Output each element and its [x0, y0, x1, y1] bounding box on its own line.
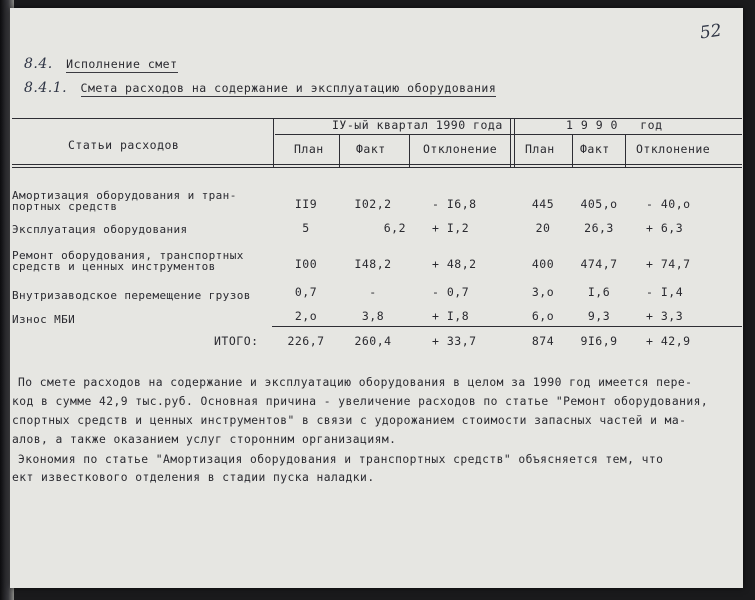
section-number: 8.4. — [24, 56, 53, 72]
cell-y-fact: 474,7 — [580, 257, 618, 271]
cell-y-dev: - I,4 — [646, 285, 684, 299]
cell-q-dev: - I6,8 — [432, 197, 477, 211]
cell-q-fact: 3,8 — [361, 309, 385, 323]
cell-q-plan: 2,о — [294, 309, 318, 323]
cell-y-plan: 445 — [531, 197, 555, 211]
col-rule-year-group-2 — [514, 118, 515, 167]
total-y-dev: + 42,9 — [646, 334, 691, 348]
cell-q-plan: I00 — [294, 257, 318, 271]
total-q-dev: + 33,7 — [432, 334, 477, 348]
cell-y-dev: + 6,3 — [646, 221, 684, 235]
cell-y-plan: 20 — [535, 221, 551, 235]
header-q4-group: IУ-ый квартал 1990 года — [332, 118, 503, 132]
table-row-label — [12, 314, 75, 325]
cell-q-fact: 6,2 — [383, 221, 406, 235]
header-y-plan: План — [525, 142, 555, 156]
cell-y-plan: 6,о — [531, 309, 555, 323]
paragraph-line: ект известкового отделения в стадии пуска наладки. — [12, 471, 375, 484]
paragraph-line: спортных средств и ценных инструментов" в связи с удорожанием стоимости запасных частей и ма- — [12, 414, 687, 427]
cell-q-dev: + I,8 — [432, 309, 470, 323]
row-label-line: Амортизация оборудования и тран- — [12, 189, 237, 202]
cell-q-plan: 5 — [302, 221, 310, 235]
cell-q-fact: I48,2 — [354, 257, 392, 271]
header-bottom-rule — [12, 164, 742, 165]
cell-q-plan: II9 — [294, 197, 318, 211]
header-q-fact: Факт — [356, 142, 386, 156]
cell-q-dev: - 0,7 — [432, 285, 470, 299]
group-header-rule — [275, 134, 742, 135]
row-label-line: Внутризаводское перемещение грузов — [12, 289, 251, 302]
section-title: Исполнение смет — [66, 57, 178, 71]
cell-q-plan: 0,7 — [294, 285, 318, 299]
cell-q-fact: - — [369, 285, 377, 299]
col-rule-y-plan — [572, 134, 573, 167]
table-row-label — [12, 290, 251, 301]
col-rule-year-group — [510, 118, 511, 167]
col-rule-q-fact — [409, 134, 410, 167]
header-y-dev: Отклонение — [636, 142, 711, 156]
header-items: Статьи расходов — [68, 138, 180, 152]
subsection-number: 8.4.1. — [24, 80, 68, 96]
row-label-line: Ремонт оборудования, транспортных — [12, 249, 244, 262]
header-q-plan: План — [294, 142, 324, 156]
col-rule-y-fact — [625, 134, 626, 167]
cell-y-fact: 9,3 — [587, 309, 611, 323]
cell-y-plan: 3,о — [531, 285, 555, 299]
paragraph-line: По смете расходов на содержание и эксплуатацию оборудования в целом за 1990 год имеется пере- — [18, 376, 693, 389]
expense-table — [10, 8, 743, 588]
row-label-line: портных средств — [12, 200, 118, 213]
cell-q-dev: + 48,2 — [432, 257, 477, 271]
total-y-plan: 874 — [531, 334, 555, 348]
table-row-label — [12, 190, 237, 212]
total-q-fact: 260,4 — [354, 334, 392, 348]
cell-y-fact: I,6 — [587, 285, 611, 299]
cell-q-fact: I02,2 — [354, 197, 392, 211]
header-y-fact: Факт — [580, 142, 610, 156]
cell-q-dev: + I,2 — [432, 221, 470, 235]
row-label-line: Эксплуатация оборудования — [12, 223, 188, 236]
row-label-line: средств и ценных инструментов — [12, 260, 216, 273]
document-page — [10, 8, 743, 588]
col-rule-q-plan — [339, 134, 340, 167]
header-bottom-rule-2 — [12, 167, 742, 168]
total-y-fact: 9I6,9 — [580, 334, 618, 348]
paragraph-line: алов, а также оказанием услуг сторонним организациям. — [12, 433, 397, 446]
total-q-plan: 226,7 — [287, 334, 325, 348]
cell-y-dev: - 40,о — [646, 197, 691, 211]
cell-y-dev: + 3,3 — [646, 309, 684, 323]
header-q-dev: Отклонение — [423, 142, 498, 156]
paragraph-line: Экономия по статье "Амортизация оборудования и транспортных средств" объясняется тем, что — [18, 453, 664, 466]
subsection-title: Смета расходов на содержание и эксплуатацию оборудования — [80, 81, 497, 95]
header-year-group: 1 9 9 0 год — [566, 118, 663, 132]
col-rule-items — [273, 118, 274, 167]
cell-y-dev: + 74,7 — [646, 257, 691, 271]
table-row-label — [12, 224, 188, 235]
total-top-rule — [272, 326, 742, 327]
total-label: ИТОГО: — [214, 334, 259, 348]
cell-y-fact: 26,3 — [584, 221, 614, 235]
page-number: 52 — [698, 20, 723, 44]
row-label-line: Износ МБИ — [12, 313, 76, 326]
table-row-label — [12, 250, 244, 272]
cell-y-plan: 400 — [531, 257, 555, 271]
cell-y-fact: 405,о — [580, 197, 618, 211]
paragraph-line: код в сумме 42,9 тыс.руб. Основная причина - увеличение расходов по статье "Ремонт оборудования, — [12, 395, 709, 408]
